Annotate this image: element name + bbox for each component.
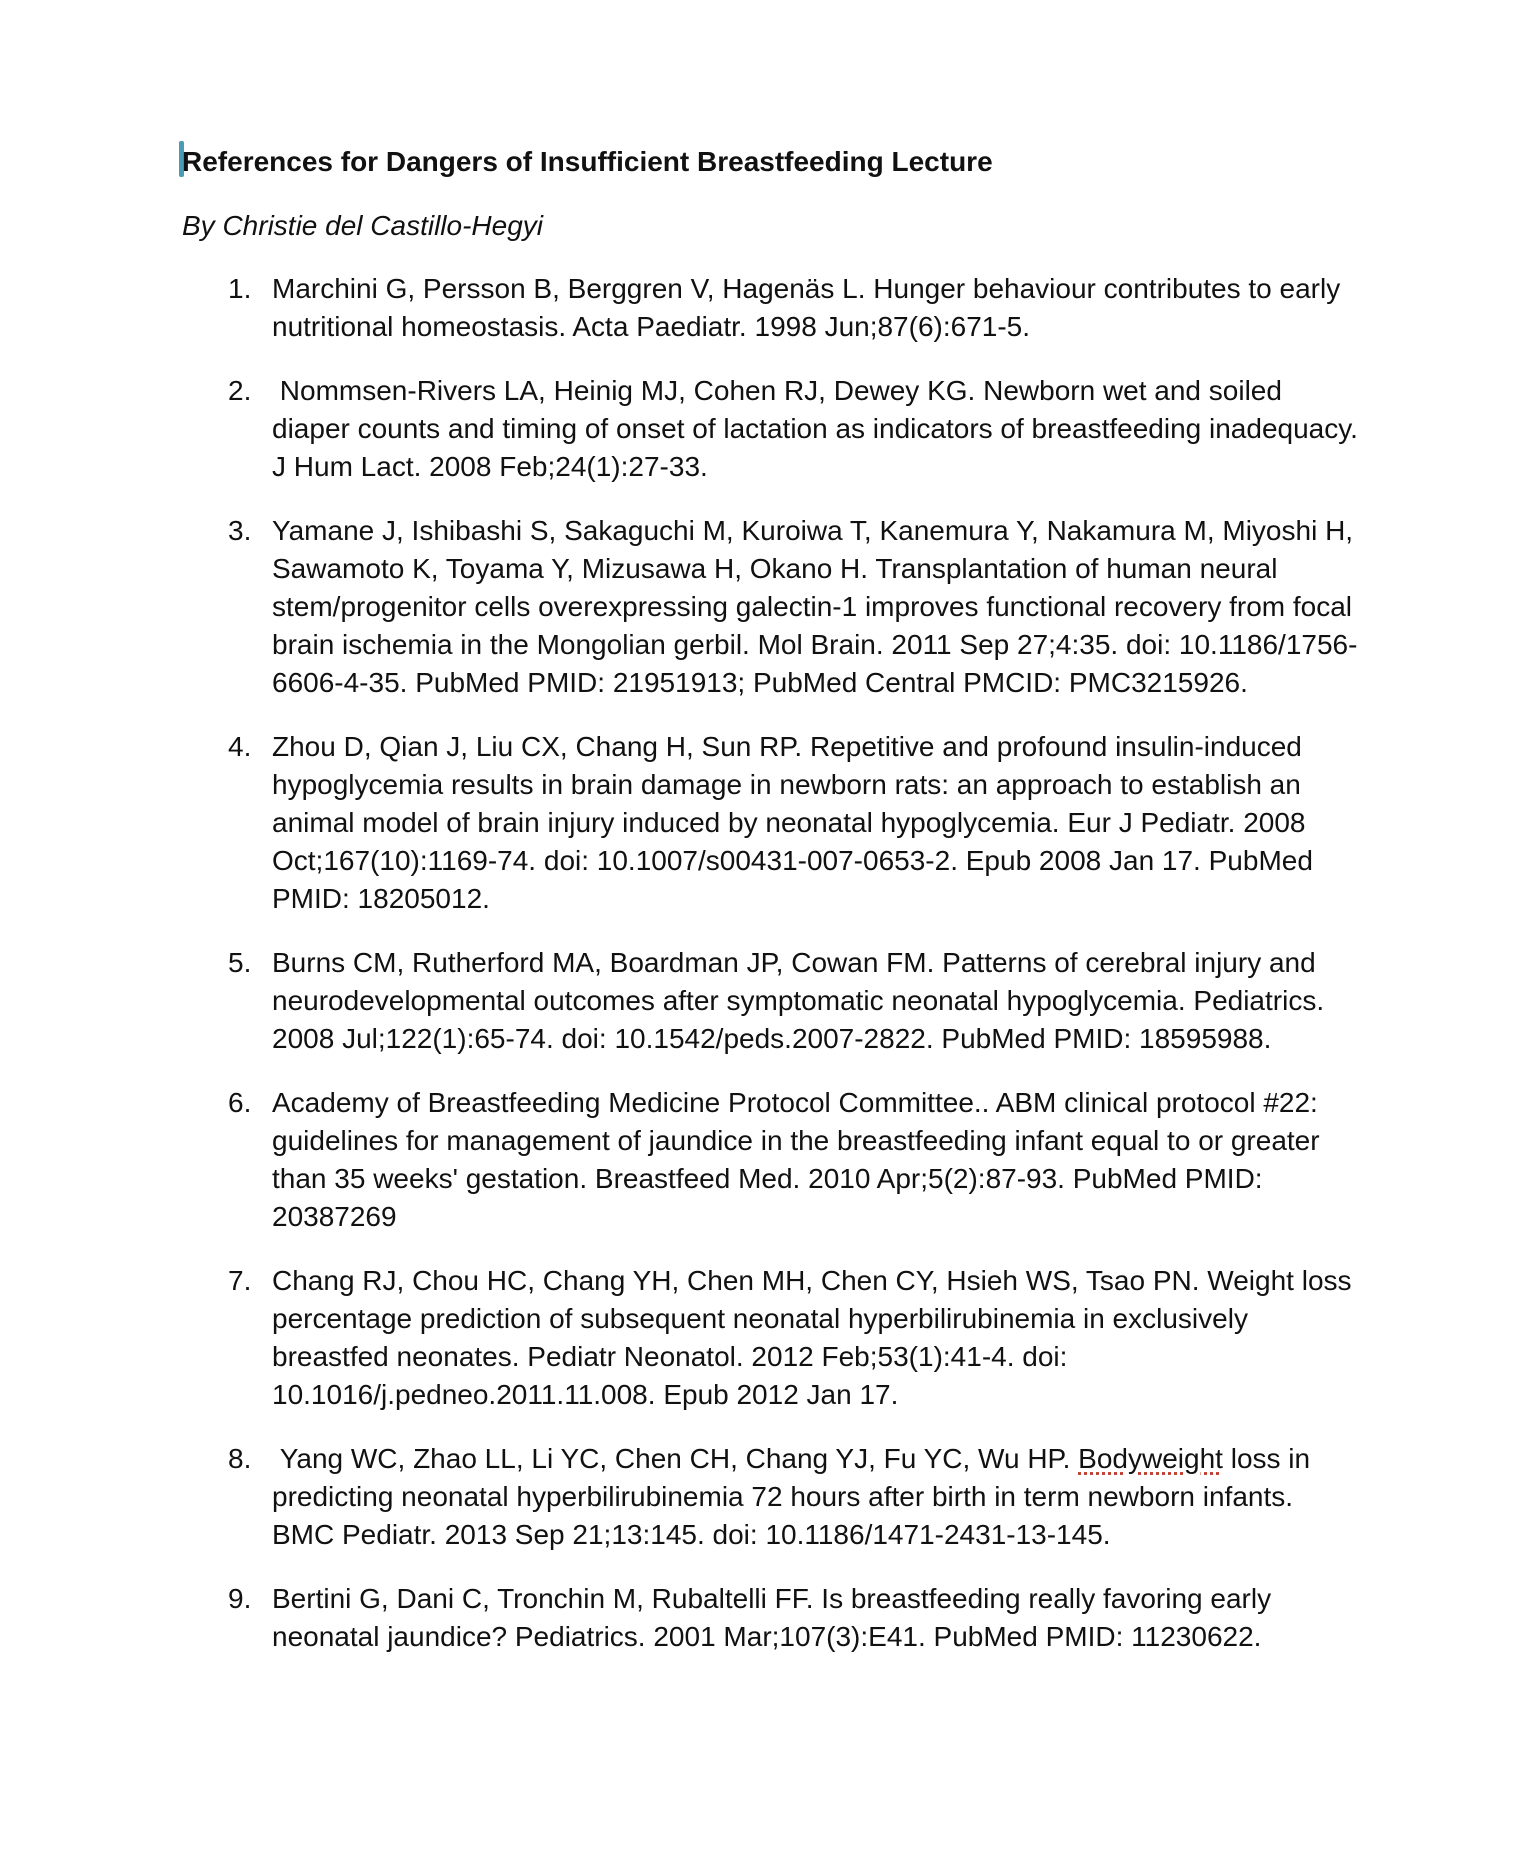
reference-number: 3.	[228, 515, 252, 546]
reference-number: 4.	[228, 731, 252, 762]
reference-item-9	[0, 1580, 1520, 1656]
reference-item-1	[0, 270, 1520, 346]
reference-text	[272, 1440, 1362, 1554]
reference-item-4	[0, 728, 1520, 918]
reference-text: Burns CM, Rutherford MA, Boardman JP, Cowan FM. Patterns of cerebral injury and neurodevelopmental outcomes after symptomatic neonatal hypoglycemia. Pediatrics. 2008 Jul;122(1):65-74. doi: 10.1542/peds.2007-2822. PubMed PMID: 18595988.	[272, 947, 1325, 1054]
reference-item-2	[0, 372, 1520, 486]
reference-text: Nommsen-Rivers LA, Heinig MJ, Cohen RJ, Dewey KG. Newborn wet and soiled diaper counts and timing of onset of lactation as indicators of breastfeeding inadequacy. J Hum Lact. 2008 Feb;24(1):27-33.	[272, 375, 1366, 482]
document-author: By Christie del Castillo-Hegyi	[182, 210, 544, 241]
document-title: References for Dangers of Insufficient Breastfeeding Lecture	[182, 146, 993, 177]
reference-item-5	[0, 944, 1520, 1058]
reference-number: 8.	[228, 1443, 252, 1474]
reference-item-8	[0, 1440, 1520, 1554]
reference-number: 5.	[228, 947, 252, 978]
reference-number: 7.	[228, 1265, 252, 1296]
reference-text: Zhou D, Qian J, Liu CX, Chang H, Sun RP. Repetitive and profound insulin-induced hypoglycemia results in brain damage in newborn rats: an approach to establish an animal model of brain injury induced by neonatal hypoglycemia. Eur J Pediatr. 2008 Oct;167(10):1169-74. doi: 10.1007/s00431-007-0653-2. Epub 2008 Jan 17. PubMed PMID: 18205012.	[272, 731, 1313, 914]
reference-number: 9.	[228, 1583, 252, 1614]
reference-text: Bertini G, Dani C, Tronchin M, Rubaltelli FF. Is breastfeeding really favoring early neonatal jaundice? Pediatrics. 2001 Mar;107(3):E41. PubMed PMID: 11230622.	[272, 1583, 1272, 1652]
reference-item-7	[0, 1262, 1520, 1414]
reference-number: 2.	[228, 375, 252, 406]
reference-item-6	[0, 1084, 1520, 1236]
spellcheck-flagged-word[interactable]: Bodyweight	[1078, 1443, 1223, 1474]
reference-text: Academy of Breastfeeding Medicine Protocol Committee.. ABM clinical protocol #22: guidelines for management of jaundice in the breastfeeding infant equal to or greater than 35 weeks' gestation. Breastfeed Med. 2010 Apr;5(2):87-93. PubMed PMID: 20387269	[272, 1087, 1320, 1232]
reference-number: 1.	[228, 273, 252, 304]
reference-text: Yamane J, Ishibashi S, Sakaguchi M, Kuroiwa T, Kanemura Y, Nakamura M, Miyoshi H, Sawamoto K, Toyama Y, Mizusawa H, Okano H. Transplantation of human neural stem/progenitor cells overexpressing galectin-1 improves functional recovery from focal brain ischemia in the Mongolian gerbil. Mol Brain. 2011 Sep 27;4:35. doi: 10.1186/1756-6606-4-35. PubMed PMID: 21951913; PubMed Central PMCID: PMC3215926.	[272, 515, 1358, 698]
reference-text-part: loss in predicting neonatal hyperbilirubinemia 72 hours after birth in term newborn infants. BMC Pediatr. 2013 Sep 21;13:145. doi: 10.1186/1471-2431-13-145.	[272, 1443, 1318, 1550]
reference-list	[0, 270, 1520, 1682]
reference-text-part: Yang WC, Zhao LL, Li YC, Chen CH, Chang YJ, Fu YC, Wu HP.	[272, 1443, 1079, 1474]
reference-text: Chang RJ, Chou HC, Chang YH, Chen MH, Chen CY, Hsieh WS, Tsao PN. Weight loss percentage prediction of subsequent neonatal hyperbilirubinemia in exclusively breastfed neonates. Pediatr Neonatol. 2012 Feb;53(1):41-4. doi: 10.1016/j.pedneo.2011.11.008. Epub 2012 Jan 17.	[272, 1265, 1352, 1410]
reference-number: 6.	[228, 1087, 252, 1118]
reference-item-3	[0, 512, 1520, 702]
reference-text: Marchini G, Persson B, Berggren V, Hagenäs L. Hunger behaviour contributes to early nutritional homeostasis. Acta Paediatr. 1998 Jun;87(6):671-5.	[272, 273, 1341, 342]
